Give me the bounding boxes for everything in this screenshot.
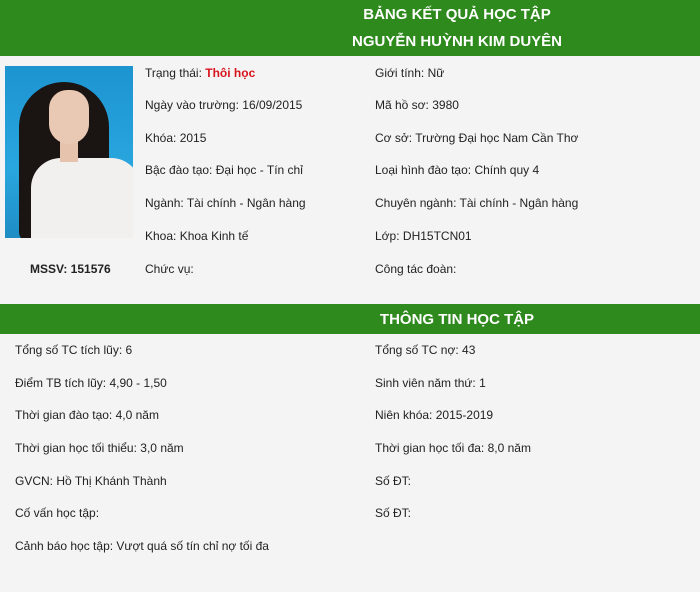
- class-field: [375, 229, 472, 243]
- phone-field-2: [375, 506, 411, 520]
- gender-label: Giới tính:: [375, 66, 425, 80]
- max-study-time-label: Thời gian học tối đa:: [375, 441, 485, 455]
- min-study-time-label: Thời gian học tối thiểu:: [15, 441, 137, 455]
- accumulated-credits-label: Tổng số TC tích lũy:: [15, 343, 123, 357]
- degree-level-label: Bậc đào tạo:: [145, 163, 213, 177]
- accumulated-credits-value: 6: [125, 343, 133, 357]
- study-year-value: 1: [479, 376, 486, 390]
- major-field: [145, 196, 306, 210]
- training-type-value: Chính quy 4: [474, 163, 540, 177]
- specialization-field: [375, 196, 578, 210]
- class-value: DH15TCN01: [402, 229, 472, 243]
- degree-level-field: [145, 163, 303, 177]
- position-label: Chức vụ:: [145, 262, 194, 276]
- gpa-label: Điểm TB tích lũy:: [15, 376, 107, 390]
- gender-field: [375, 66, 444, 80]
- cohort-field: [145, 131, 206, 145]
- header-banner: [0, 0, 700, 56]
- campus-label: Cơ sở:: [375, 131, 413, 145]
- enroll-date-value: 16/09/2015: [242, 98, 303, 112]
- min-study-time-value: 3,0 năm: [140, 441, 184, 455]
- status-label: Trạng thái:: [145, 66, 202, 80]
- max-study-time-value: 8,0 năm: [487, 441, 531, 455]
- training-duration-label: Thời gian đào tạo:: [15, 408, 113, 422]
- homeroom-teacher-field: [15, 474, 167, 488]
- max-study-time-field: [375, 441, 531, 455]
- record-code-label: Mã hồ sơ:: [375, 98, 429, 112]
- record-code-field: [375, 98, 459, 112]
- position-field: [145, 262, 194, 276]
- student-id: MSSV: 151576: [30, 262, 111, 276]
- record-code-value: 3980: [432, 98, 459, 112]
- phone-field-1: [375, 474, 411, 488]
- study-info-title: THÔNG TIN HỌC TẬP: [379, 311, 535, 328]
- phone-label-2: Số ĐT:: [375, 506, 412, 520]
- major-value: Tài chính - Ngân hàng: [186, 196, 306, 210]
- major-label: Ngành:: [145, 196, 184, 210]
- training-type-label: Loại hình đào tạo:: [375, 163, 472, 177]
- owed-credits-value: 43: [462, 343, 476, 357]
- faculty-label: Khoa:: [145, 229, 177, 243]
- gender-value: Nữ: [427, 66, 445, 80]
- academic-advisor-label: Cố vấn học tập:: [15, 506, 100, 520]
- status-value: Thôi học: [205, 66, 256, 80]
- academic-advisor-field: [15, 506, 99, 520]
- academic-warning-value: Vượt quá số tín chỉ nợ tối đa: [116, 539, 269, 553]
- phone-label-1: Số ĐT:: [375, 474, 412, 488]
- degree-level-value: Đại học - Tín chỉ: [215, 163, 303, 177]
- training-type-field: [375, 163, 539, 177]
- campus-value: Trường Đại học Nam Cần Thơ: [415, 131, 579, 145]
- homeroom-teacher-label: GVCN:: [15, 474, 54, 488]
- training-duration-field: [15, 408, 159, 422]
- study-year-field: [375, 376, 486, 390]
- min-study-time-field: [15, 441, 184, 455]
- academic-years-field: [375, 408, 493, 422]
- student-photo: [5, 66, 133, 238]
- page-title: BẢNG KẾT QUẢ HỌC TẬP: [363, 6, 551, 23]
- union-work-label: Công tác đoàn:: [375, 262, 457, 276]
- academic-warning-field: [15, 539, 269, 553]
- specialization-label: Chuyên ngành:: [375, 196, 457, 210]
- campus-field: [375, 131, 578, 145]
- student-name: NGUYỄN HUỲNH KIM DUYÊN: [351, 33, 562, 50]
- status-field: [145, 66, 255, 80]
- specialization-value: Tài chính - Ngân hàng: [459, 196, 579, 210]
- academic-years-value: 2015-2019: [435, 408, 494, 422]
- academic-warning-label: Cảnh báo học tập:: [15, 539, 114, 553]
- cohort-label: Khóa:: [145, 131, 177, 145]
- gpa-field: [15, 376, 167, 390]
- study-info-banner: [0, 304, 700, 334]
- study-year-label: Sinh viên năm thứ:: [375, 376, 476, 390]
- homeroom-teacher-value: Hồ Thị Khánh Thành: [56, 474, 167, 488]
- enroll-date-field: [145, 98, 302, 112]
- accumulated-credits-field: [15, 343, 132, 357]
- cohort-value: 2015: [179, 131, 207, 145]
- training-duration-value: 4,0 năm: [115, 408, 159, 422]
- union-work-field: [375, 262, 456, 276]
- owed-credits-field: [375, 343, 475, 357]
- class-label: Lớp:: [375, 229, 400, 243]
- owed-credits-label: Tổng số TC nợ:: [375, 343, 459, 357]
- gpa-value: 4,90 - 1,50: [109, 376, 167, 390]
- enroll-date-label: Ngày vào trường:: [145, 98, 239, 112]
- faculty-field: [145, 229, 248, 243]
- faculty-value: Khoa Kinh tế: [179, 229, 249, 243]
- academic-years-label: Niên khóa:: [375, 408, 433, 422]
